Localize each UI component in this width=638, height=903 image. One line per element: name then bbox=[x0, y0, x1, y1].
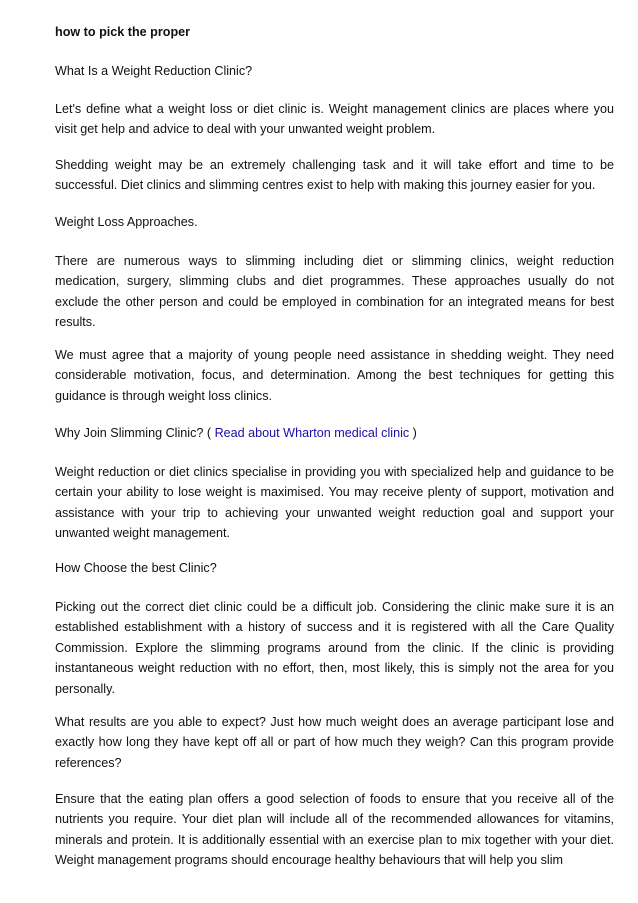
paragraph-results: What results are you able to expect? Just how much weight does an average participant lose and exactly how long they have kept off all or part of how much they weigh? Can this program provide references? bbox=[55, 715, 614, 770]
paragraph-assistance: We must agree that a majority of young people need assistance in shedding weight. They need considerable motivation, focus, and determination. Among the best techniques for getting this guidance is through weight loss clinics. bbox=[55, 348, 614, 403]
wharton-clinic-link[interactable]: Read about Wharton medical clinic bbox=[214, 426, 410, 440]
heading-how-choose: How Choose the best Clinic? bbox=[55, 561, 217, 575]
paragraph-picking-clinic: Picking out the correct diet clinic could be a difficult job. Considering the clinic make sure it is an established establishment with a history of success and it is registered with all the Care Quality Commission. Explore the slimming programs around from the clinic. If the clinic is providing instantaneous weight reduction with no effort, then, most likely, this is simply not the area for you personally. bbox=[55, 600, 614, 696]
heading-why-join-prefix: Why Join Slimming Clinic? ( bbox=[55, 426, 212, 440]
heading-why-join-suffix: ) bbox=[412, 426, 417, 440]
paragraph-eating-plan: Ensure that the eating plan offers a good selection of foods to ensure that you receive all of the nutrients you require. Your diet plan will include all of the recommended allowances for vitamins, minerals and protein. It is additionally essential with an exercise plan to mix together with your diet. Weight management programs should encourage healthy behaviours that will help you slim bbox=[55, 792, 614, 868]
heading-approaches: Weight Loss Approaches. bbox=[55, 215, 198, 229]
heading-what-is-clinic: What Is a Weight Reduction Clinic? bbox=[55, 64, 253, 78]
paragraph-specialise: Weight reduction or diet clinics specialise in providing you with specialized help and guidance to be certain your ability to lose weight is maximised. You may receive plenty of support, motivation and assistance with your trip to achieving your unwanted weight reduction goal and support your unwanted weight management. bbox=[55, 465, 614, 541]
paragraph-definition: Let's define what a weight loss or diet clinic is. Weight management clinics are places where you visit get help and advice to deal with your unwanted weight problem. bbox=[55, 102, 614, 137]
document-title: how to pick the proper bbox=[55, 25, 191, 39]
heading-why-join bbox=[55, 423, 614, 443]
paragraph-shedding-weight: Shedding weight may be an extremely challenging task and it will take effort and time to be successful. Diet clinics and slimming centres exist to help with making this journey easier for you. bbox=[55, 158, 614, 193]
paragraph-approaches: There are numerous ways to slimming including diet or slimming clinics, weight reduction medication, surgery, slimming clubs and diet programmes. These approaches usually do not exclude the other person and could be employed in combination for an integrated means for best results. bbox=[55, 254, 614, 330]
